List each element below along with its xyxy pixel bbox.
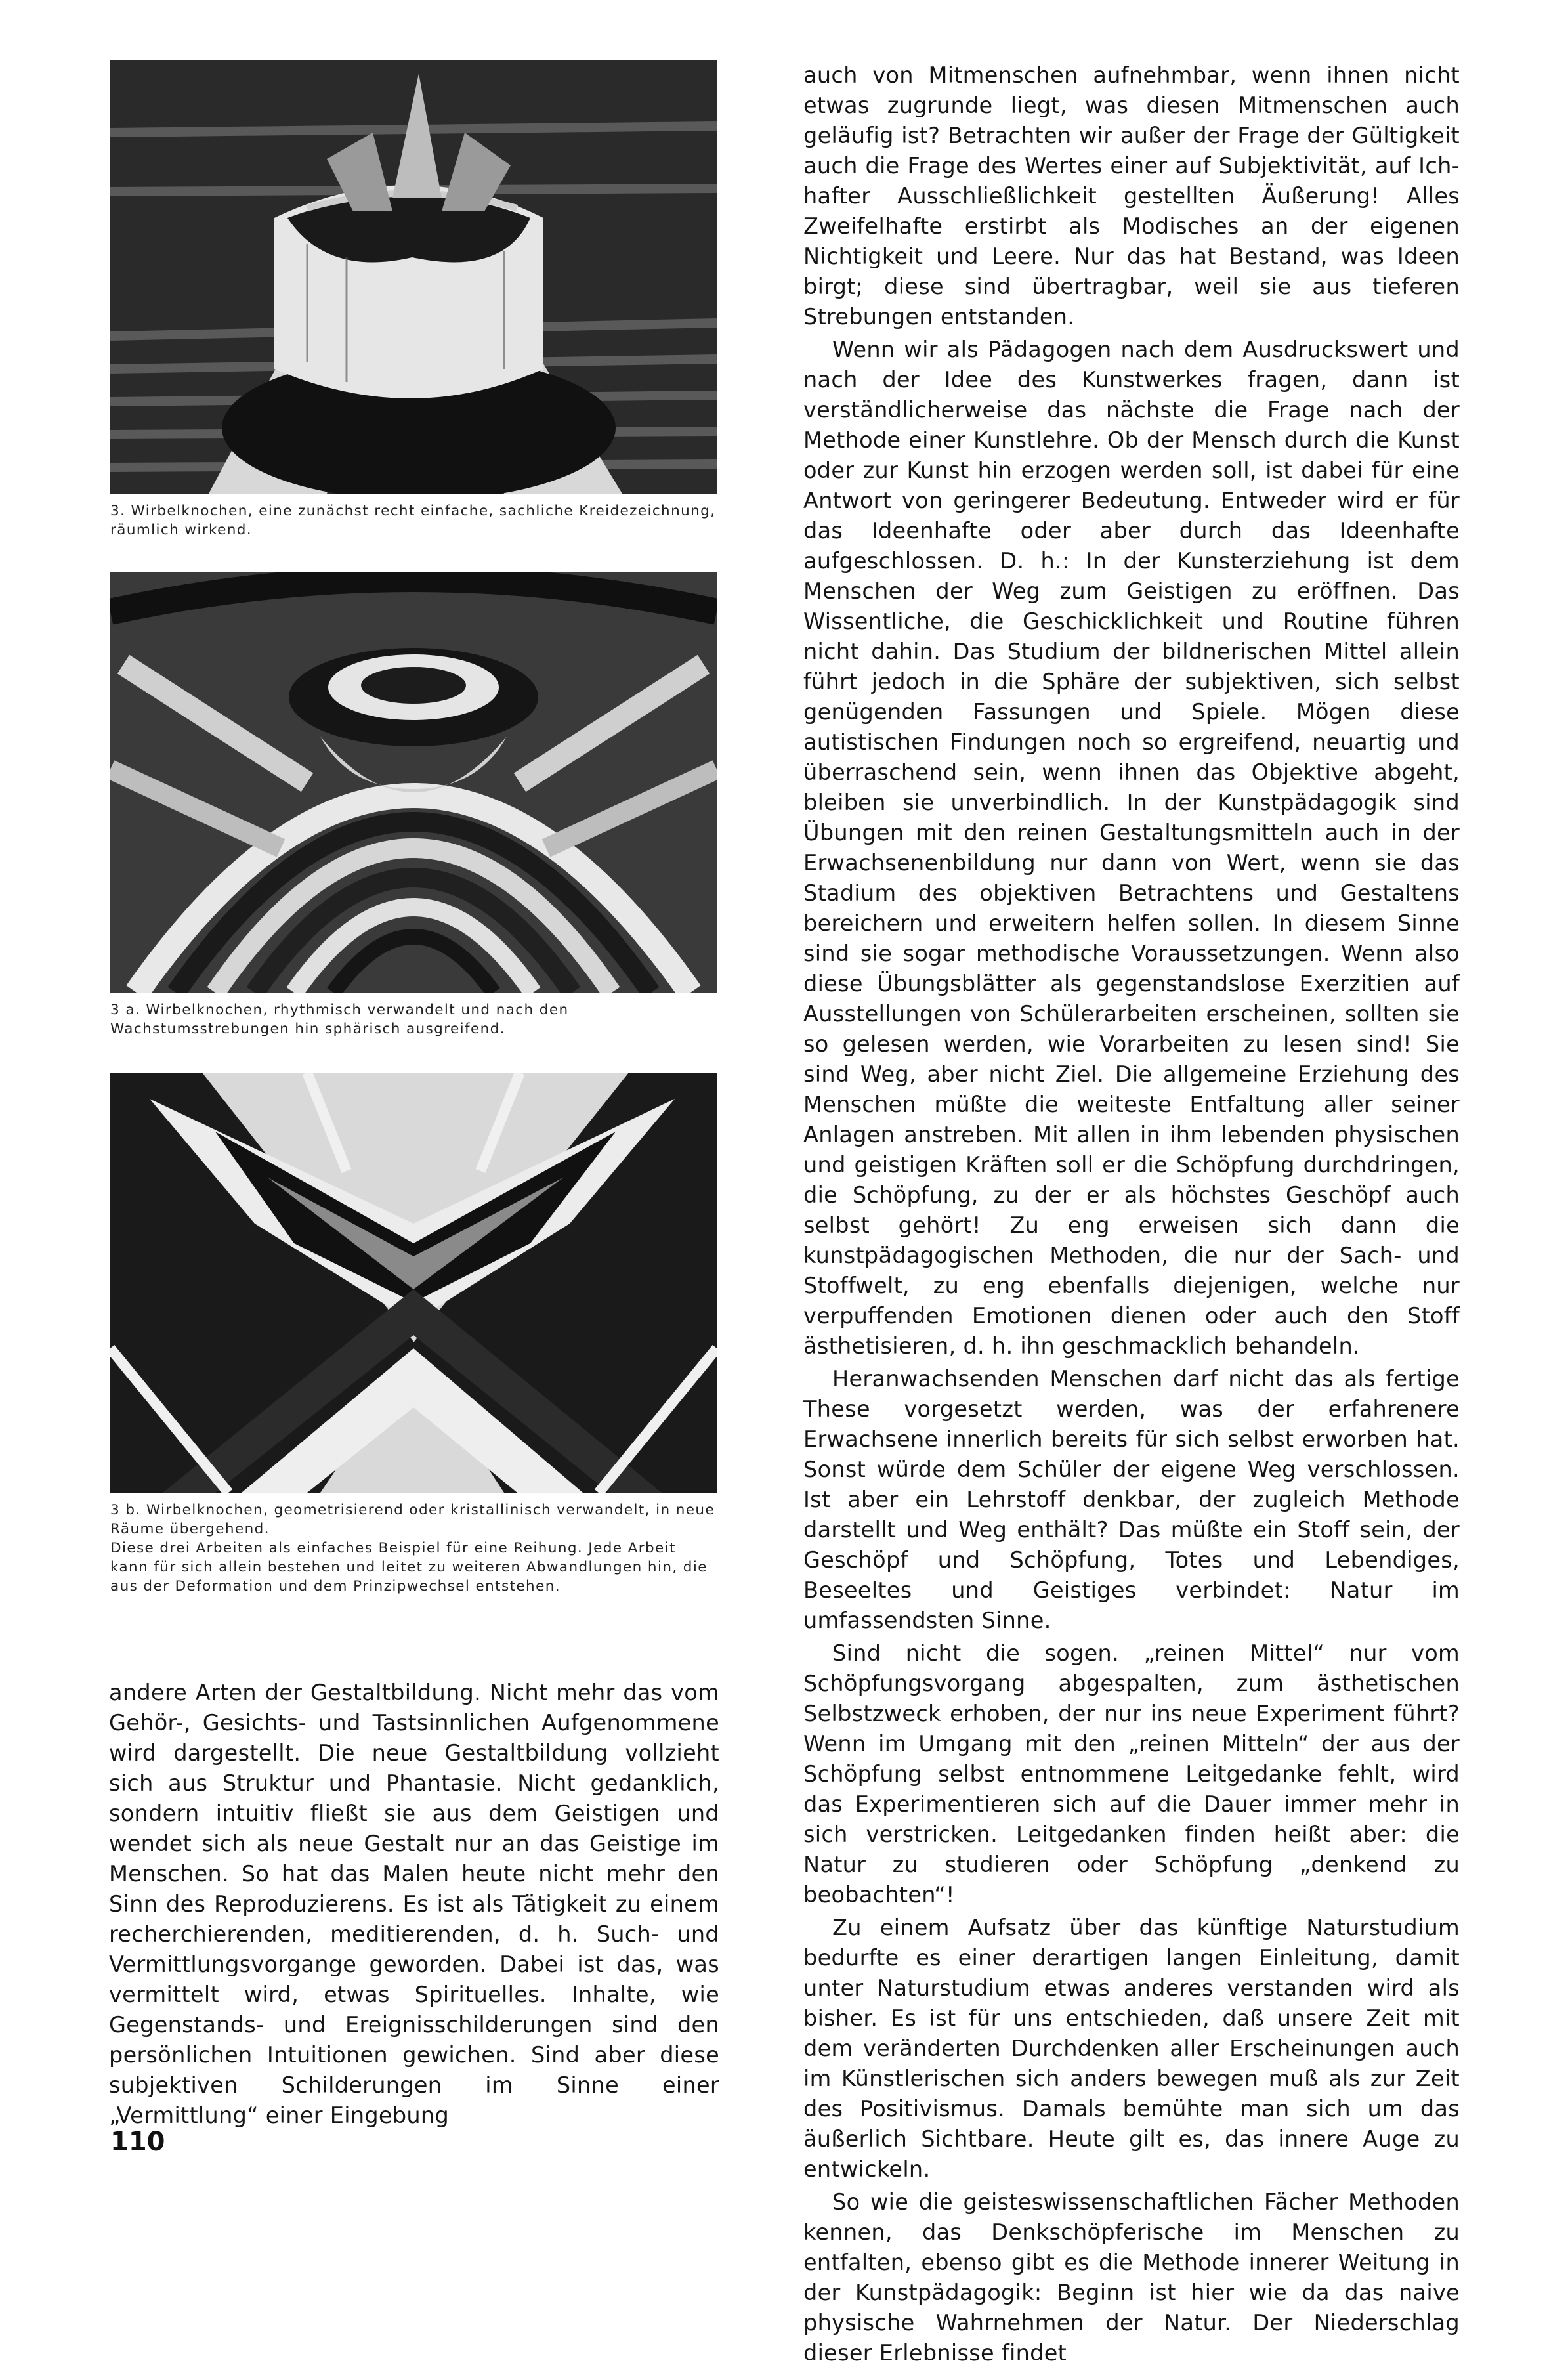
right-text-column — [803, 60, 1460, 2371]
caption-figure-3b — [110, 1501, 718, 1596]
paragraph: So wie die geisteswissenschaftlichen Fächer Methoden kennen, das Denkschöpferische im Menschen zu entfalten, ebenso gibt es die Methode innerer Weitung in der Kunstpädagogik: Beginn ist hier wie da das naive physische Wahrnehmen der Natur. Der Niederschlag dieser Erlebnisse findet — [803, 2189, 1460, 2366]
figure-3b-image — [110, 1073, 717, 1493]
figure-3-image — [110, 60, 717, 494]
page-number: 110 — [110, 2127, 165, 2157]
left-text-column — [109, 1678, 719, 2133]
figure-3a-image — [110, 572, 717, 993]
paragraph: auch von Mitmenschen aufnehmbar, wenn ihnen nicht etwas zugrunde liegt, was diesen Mitmenschen auch geläufig ist? Betrachten wir außer der Frage der Gültigkeit auch die Frage des Wertes einer auf Subjektivität, auf Ich-hafter Ausschließlichkeit gestellten Äußerung! Alles Zweifelhafte erstirbt als Modisches an der eigenen Nichtigkeit und Leere. Nur das hat Bestand, was Ideen birgt; diese sind übertragbar, weil sie aus tieferen Strebungen entstanden. — [803, 62, 1460, 330]
caption-note: Diese drei Arbeiten als einfaches Beispiel für eine Reihung. Jede Arbeit kann für sich allein bestehen und leitet zu weiteren Abwandlungen hin, die aus der Deformation und dem Prinzipwechsel entstehen. — [110, 1540, 708, 1594]
paragraph: Heranwachsenden Menschen darf nicht das als fertige These vorgesetzt werden, was der erfahrenere Erwachsene innerlich bereits für sich selbst erworben hat. Sonst würde dem Schüler der eigene Weg verschlossen. Ist aber ein Lehrstoff denkbar, der zugleich Methode darstellt und Weg enthält? Das müßte ein Stoff sein, der Geschöpf und Schöpfung, Totes und Lebendiges, Beseeltes und Geistiges verbindet: Natur im umfassendsten Sinne. — [803, 1366, 1460, 1633]
caption-text: 3 a. Wirbelknochen, rhythmisch verwandelt und nach den Wachstumsstrebungen hin sphärisch ausgreifend. — [110, 1002, 569, 1037]
caption-figure-3 — [110, 502, 718, 540]
paragraph: andere Arten der Gestaltbildung. Nicht mehr das vom Gehör-, Gesichts- und Tastsinnlichen Aufgenommene wird dargestellt. Die neue Gestaltbildung vollzieht sich aus Struktur und Phantasie. Nicht gedanklich, sondern intuitiv fließt sie aus dem Geistigen und wendet sich als neue Gestalt nur an das Geistige im Menschen. So hat das Malen heute nicht mehr den Sinn des Reproduzierens. Es ist als Tätigkeit zu einem recherchierenden, meditierenden, d. h. Such- und Vermittlungsvorgange geworden. Dabei ist das, was vermittelt wird, etwas Spirituelles. Inhalte, wie Gegenstands- und Ereignisschilderungen sind den persönlichen Intuitionen gewichen. Sind aber diese subjektiven Schilderungen im Sinne einer „Vermittlung“ einer Eingebung — [109, 1680, 719, 2128]
paragraph: Wenn wir als Pädagogen nach dem Ausdruckswert und nach der Idee des Kunstwerkes fragen, dann ist verständlicherweise das nächste die Frage nach der Methode einer Kunstlehre. Ob der Mensch durch die Kunst oder zur Kunst hin erzogen werden soll, ist dabei für eine Antwort von geringerer Bedeutung. Entweder wird er für das Ideenhafte oder aber durch das Ideenhafte aufgeschlossen. D. h.: In der Kunsterziehung ist dem Menschen der Weg zum Geistigen zu eröffnen. Das Wissentliche, die Geschicklichkeit und Routine führen nicht dahin. Das Studium der bildnerischen Mittel allein führt jedoch in die Sphäre der subjektiven, sich selbst genügenden Fassungen und Spiele. Mögen diese autistischen Findungen noch so ergreifend, neuartig und überraschend sein, wenn ihnen das Objektive abgeht, bleiben sie unverbindlich. In der Kunstpädagogik sind Übungen mit den reinen Gestaltungsmitteln auch in der Erwachsenenbildung nur dann von Wert, wenn sie das Stadium des objektiven Betrachtens und Gestaltens bereichern und erweitern helfen sollen. In diesem Sinne sind sie sogar methodische Voraussetzungen. Wenn also diese Übungsblätter als gegenstandslose Exerzitien auf Ausstellungen von Schülerarbeiten erscheinen, sollten sie so gelesen werden, wie Vorarbeiten zu lesen sind! Sie sind Weg, aber nicht Ziel. Die allgemeine Erziehung des Menschen müßte die weiteste Entfaltung aller seiner Anlagen anstreben. Mit allen in ihm lebenden physischen und geistigen Kräften soll er die Schöpfung durchdringen, die Schöpfung, zu der er als höchstes Geschöpf auch selbst gehört! Zu eng erweisen sich dann die kunstpädagogischen Methoden, die nur der Sach- und Stoffwelt, zu eng ebenfalls diejenigen, welche nur verpuffenden Emotionen dienen oder auch den Stoff ästhetisieren, d. h. ihn geschmacklich behandeln. — [803, 337, 1460, 1359]
caption-figure-3a — [110, 1000, 718, 1038]
paragraph: Sind nicht die sogen. „reinen Mittel“ nur vom Schöpfungsvorgang abgespalten, zum ästhetischen Selbstzweck erhoben, der nur ins neue Experiment führt? Wenn im Umgang mit den „reinen Mitteln“ der aus der Schöpfung selbst entnommene Leitgedanke fehlt, wird das Experimentieren sich auf die Dauer immer mehr in sich verstricken. Leitgedanken finden heißt aber: die Natur zu studieren oder Schöpfung „denkend zu beobachten“! — [803, 1640, 1460, 1908]
caption-text: 3 b. Wirbelknochen, geometrisierend oder kristallinisch verwandelt, in neue Räume übergehend. — [110, 1502, 715, 1537]
paragraph: Zu einem Aufsatz über das künftige Naturstudium bedurfte es einer derartigen langen Einleitung, damit unter Naturstudium etwas anderes verstanden wird als bisher. Es ist für uns entschieden, daß unsere Zeit mit dem veränderten Durchdenken aller Erscheinungen auch im Künstlerischen sich anders bewegen muß als zur Zeit des Positivismus. Damals bemühte man sich um das äußerlich Sichtbare. Heute gilt es, das innere Auge zu entwickeln. — [803, 1915, 1460, 2182]
caption-text: 3. Wirbelknochen, eine zunächst recht einfache, sachliche Kreidezeichnung, räumlich wirkend. — [110, 503, 716, 538]
